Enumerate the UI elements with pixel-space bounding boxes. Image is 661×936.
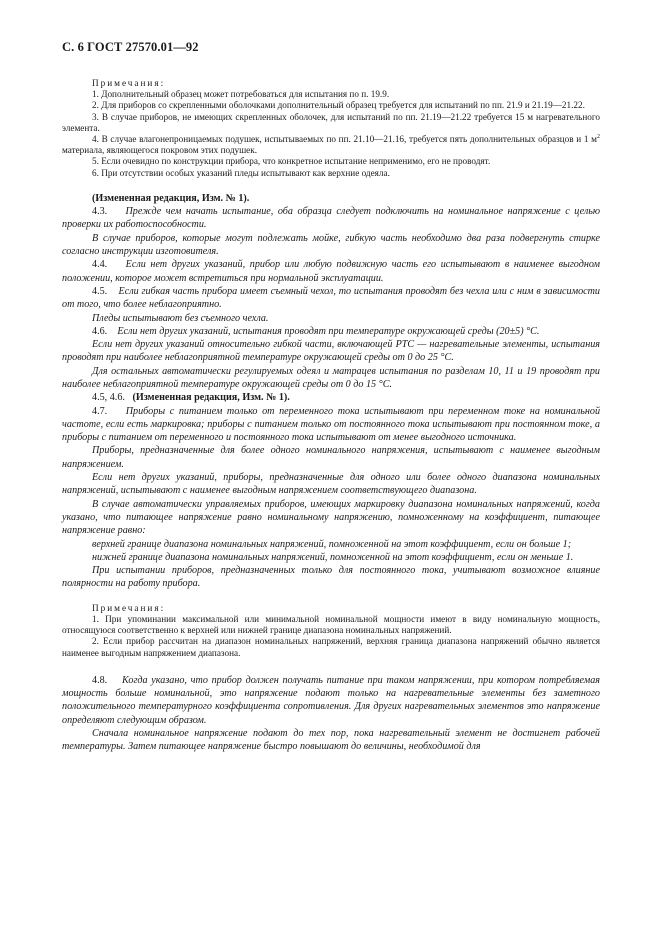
paragraph-4-8 bbox=[62, 674, 600, 727]
notes-block-1 bbox=[62, 78, 600, 179]
amendment-note bbox=[62, 391, 600, 404]
note-item-4-text-end: материала, являющегося покровом этих подушек. bbox=[62, 145, 257, 156]
notes-label: Примечания: bbox=[92, 78, 166, 88]
note-item-4-text: 4. В случае влагонепроницаемых подушек, испытываемых по пп. 21.10—21.16, требуется пять дополнительных образцов и 1 м bbox=[92, 134, 597, 145]
note-item: 3. В случае приборов, не имеющих скрепленных оболочек, для испытаний по пп. 21.19—21.22 требуется 15 м нагревательного элемента. bbox=[62, 111, 600, 133]
paragraph-4-6 bbox=[62, 325, 600, 338]
paragraph-4-4 bbox=[62, 258, 600, 285]
notes-block-2 bbox=[62, 603, 600, 659]
clause-text: Если гибкая часть прибора имеет съемный чехол, то испытания проводят без чехла или с ним в зависимости от того, что более неблагоприятно. bbox=[62, 285, 600, 311]
paragraph: Если нет других указаний, приборы, предназначенные для одного или более одного диапазона номинальных напряжений, испытывают с наименее выгодным напряжением соответствующего диапазона. bbox=[62, 472, 600, 497]
paragraph: верхней границе диапазона номинальных напряжений, помноженной на этот коэффициент, если он больше 1; bbox=[92, 538, 572, 550]
amendment-note: (Измененная редакция, Изм. № 1). bbox=[92, 192, 250, 204]
clause-text: Когда указано, что прибор должен получать питание при таком напряжении, при котором потребляемая мощность больше номинальной, это напряжение подают только на нагревательные элементы без заметного положительного температурного коэффициента сопротивления. Для других нагревательных элементов это напряжение определяют следующим образом. bbox=[62, 674, 600, 726]
clause-number: 4.6. bbox=[92, 325, 108, 337]
note-item: 6. При отсутствии особых указаний пледы испытывают как верхние одеяла. bbox=[92, 167, 390, 178]
clause-number: 4.7. bbox=[92, 405, 108, 417]
note-item: 5. Если очевидно по конструкции прибора, что конкретное испытание неприменимо, его не проводят. bbox=[92, 156, 491, 167]
clause-text: Если нет других указаний, прибор или любую подвижную часть его испытывают в наименее выгодном положении, которое может встретиться при нормальной эксплуатации. bbox=[62, 259, 600, 284]
clause-text: Прежде чем начать испытание, оба образца следует подключить на номинальное напряжение с целью проверки их работоспособности. bbox=[62, 206, 601, 231]
note-item: 2. Если прибор рассчитан на диапазон номинальных напряжений, верхняя граница диапазона напряжений обычно является наименее выгодным напряжением диапазона. bbox=[62, 636, 600, 658]
document-page bbox=[62, 40, 600, 754]
clause-number: 4.5. bbox=[92, 285, 108, 297]
paragraph: Если нет других указаний относительно гибкой части, включающей PTC — нагревательные элементы, испытания проводят при наиболее неблагоприятной температуре окружающей среды от 0 до 25 °C. bbox=[62, 339, 600, 364]
clause-number: 4.3. bbox=[92, 206, 108, 218]
paragraph-4-3 bbox=[62, 205, 600, 232]
clause-number: 4.8. bbox=[92, 674, 108, 686]
clause-number: 4.4. bbox=[92, 259, 108, 271]
clause-text: Приборы с питанием только от переменного тока испытывают при переменном токе на номинальной частоте, если есть маркировка; приборы с питанием только от постоянного тока испытывают при постоянном токе, а приборы с питанием от переменного и постоянного тока испытывают от менее выгодного источника. bbox=[62, 405, 601, 444]
paragraph: Сначала номинальное напряжение подают до тех пор, пока нагревательный элемент не достигнет рабочей температуры. Затем питающее напряжение быстро повышают до величины, необходимой для bbox=[62, 727, 600, 753]
amendment-text: (Измененная редакция, Изм. № 1). bbox=[132, 392, 290, 404]
note-item: 1. При упоминании максимальной или минимальной номинальной мощности имеют в виду номинальную мощность, относящуюся соответственно к верхней или нижней границе диапазона номинальных напряжений. bbox=[62, 613, 600, 636]
paragraph: В случае автоматически управляемых приборов, имеющих маркировку диапазона номинальных напряжений, когда указано, что питающее напряжение равно номинальному напряжению, помноженному на коэффициент, питающее напряжение равно: bbox=[62, 498, 600, 537]
paragraph: Приборы, предназначенные для более одного номинального напряжения, испытывают с наименее выгодным напряжением. bbox=[62, 445, 600, 470]
paragraph: Пледы испытывают без съемного чехла. bbox=[92, 312, 269, 324]
paragraph: В случае приборов, которые могут подлежать мойке, гибкую часть необходимо два раза подвергнуть стирке согласно инструкции изготовителя. bbox=[62, 232, 600, 258]
clause-number: 4.5, 4.6. bbox=[92, 392, 125, 404]
paragraph: нижней границе диапазона номинальных напряжений, помноженной на этот коэффициент, если он меньше 1. bbox=[92, 551, 574, 563]
paragraph-4-5 bbox=[62, 285, 600, 312]
main-text bbox=[62, 192, 600, 591]
page-header: С. 6 ГОСТ 27570.01—92 bbox=[62, 40, 199, 54]
note-item bbox=[62, 134, 600, 156]
paragraph: Для остальных автоматически регулируемых одеял и матрацев испытания по разделам 10, 11 и 19 проводят при наиболее неблагоприятной температуре окружающей среды от 0 до 15 °C. bbox=[62, 365, 600, 390]
notes-label: Примечания: bbox=[92, 602, 166, 613]
superscript: 2 bbox=[597, 133, 600, 140]
paragraph: При испытании приборов, предназначенных только для постоянного тока, учитывают возможное влияние полярности на работу прибора. bbox=[62, 565, 600, 590]
note-item: 2. Для приборов со скрепленными оболочками дополнительный образец требуется для испытаний по пп. 21.9 и 21.19—21.22. bbox=[92, 100, 585, 111]
main-text-2 bbox=[62, 674, 600, 754]
clause-text: Если нет других указаний, испытания проводят при температуре окружающей среды (20±5) °C. bbox=[117, 325, 540, 337]
note-item: 1. Дополнительный образец может потребоваться для испытания по п. 19.9. bbox=[92, 89, 390, 100]
paragraph-4-7 bbox=[62, 405, 600, 445]
